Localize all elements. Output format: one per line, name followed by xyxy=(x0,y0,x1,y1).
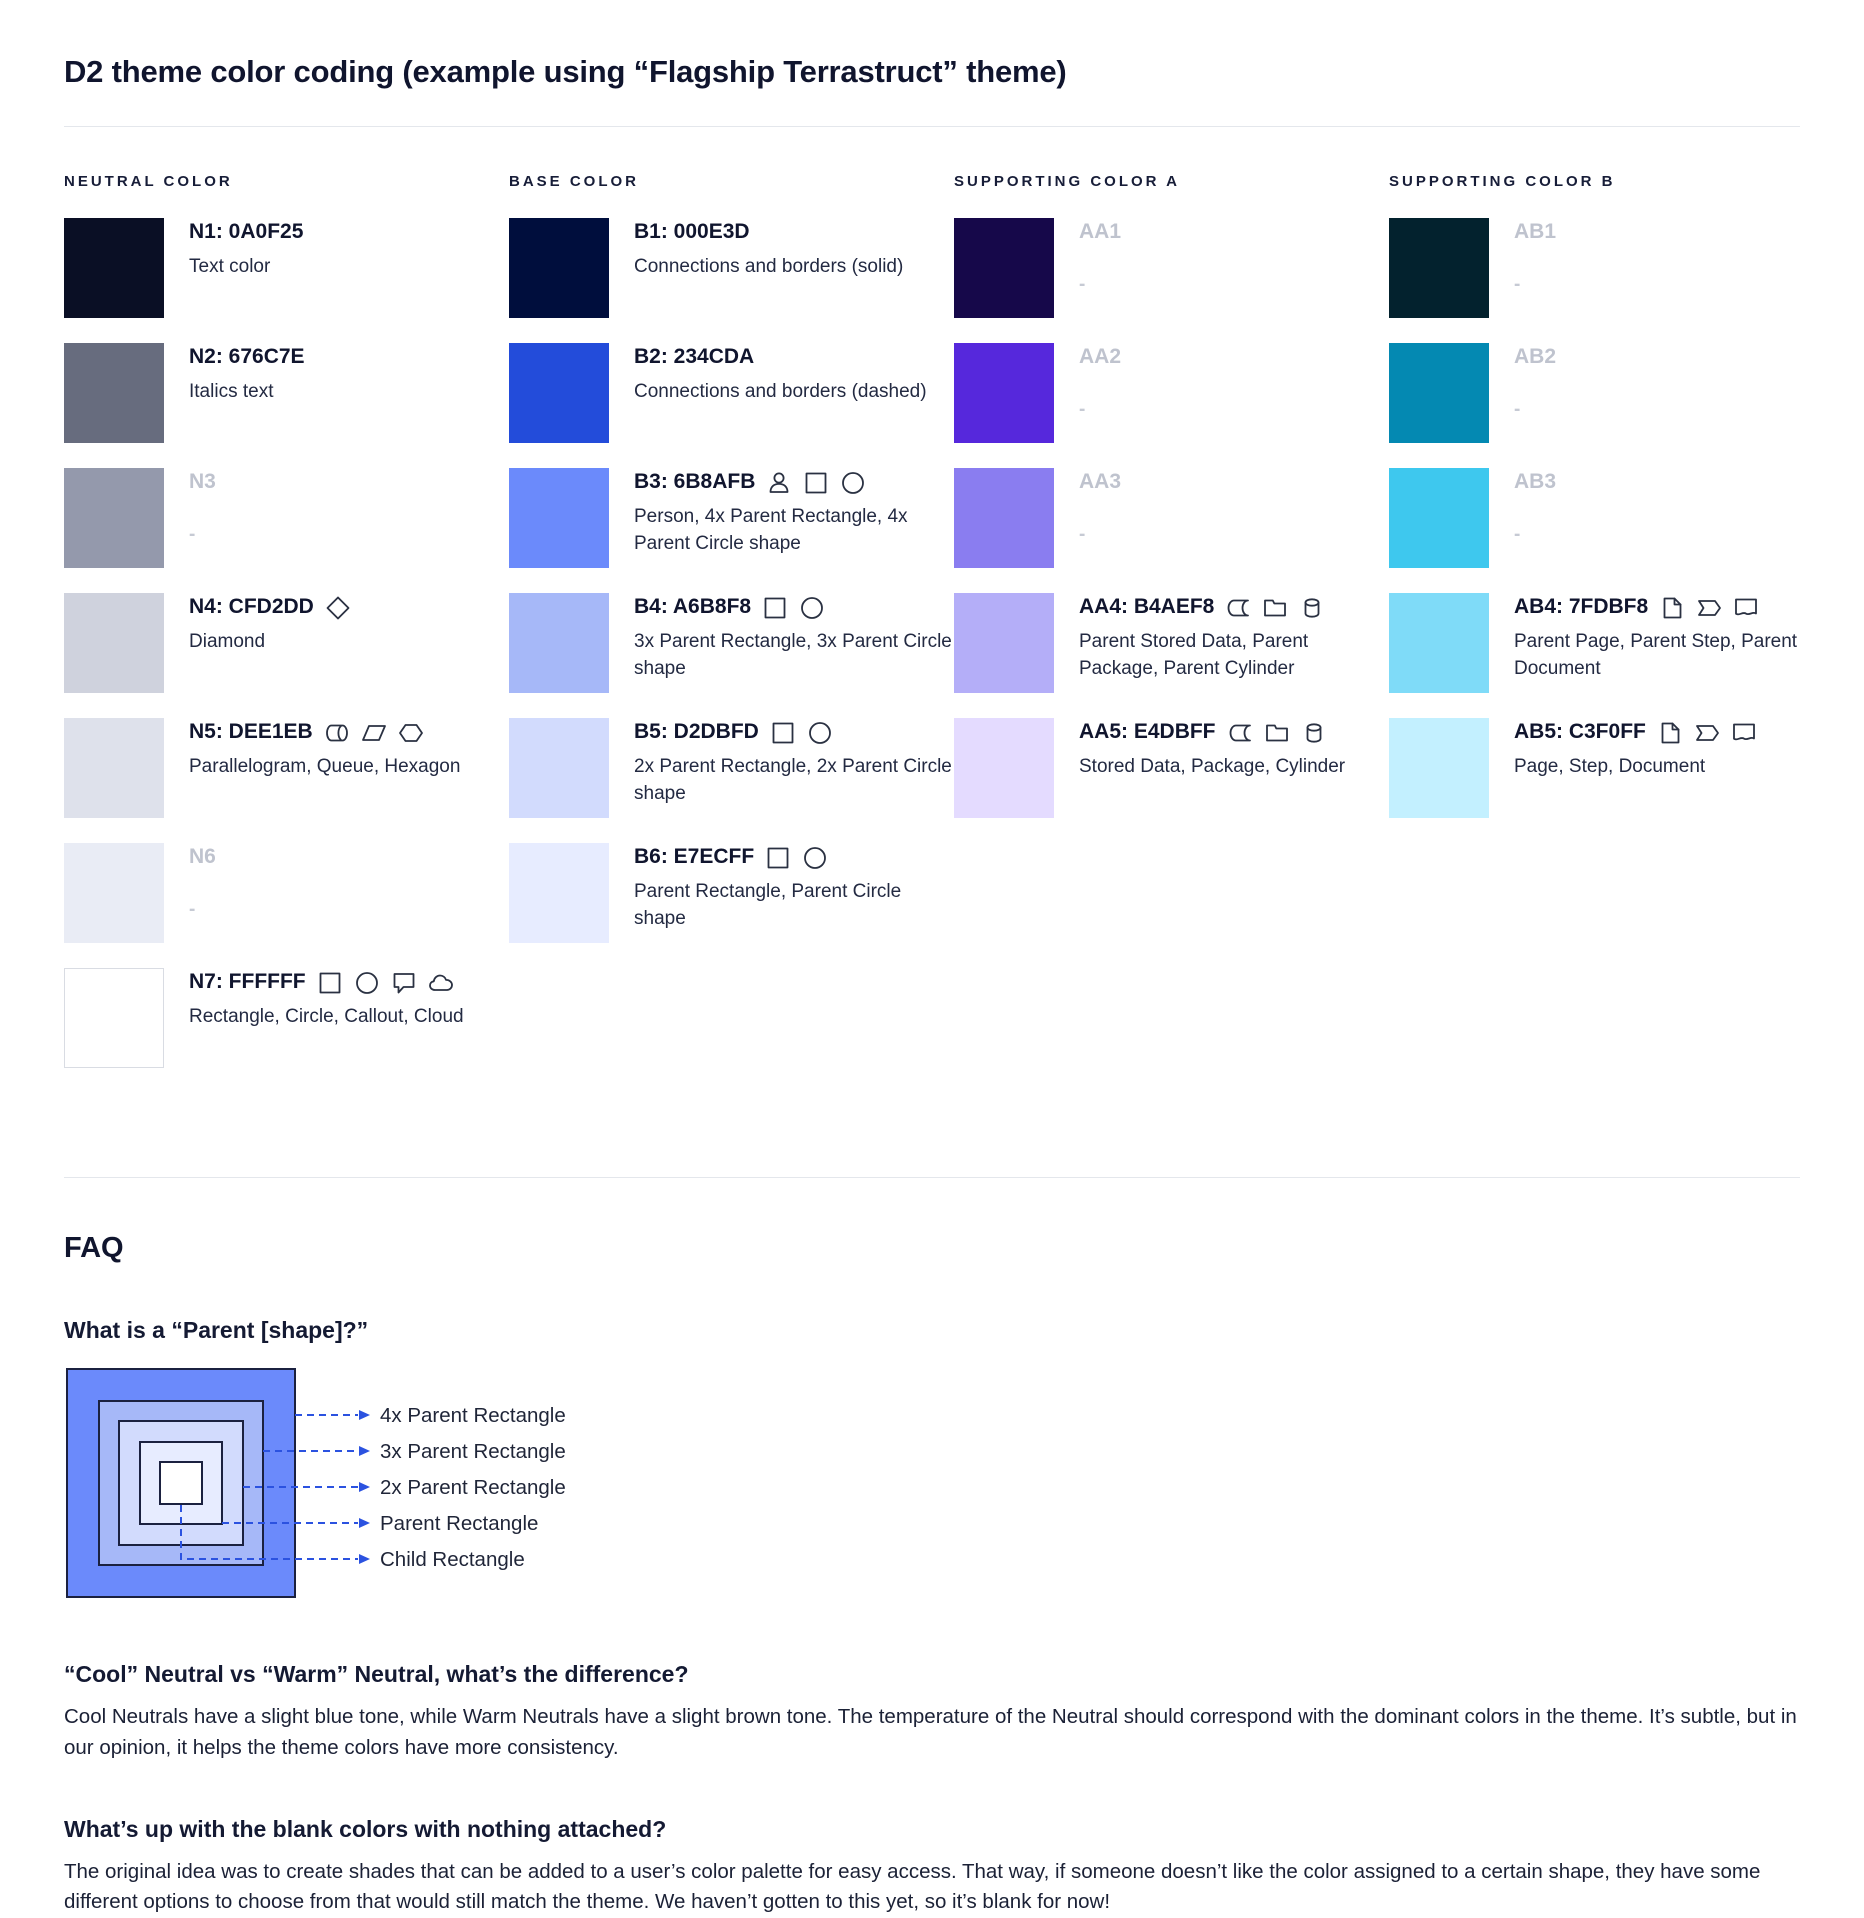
parent-shape-diagram xyxy=(64,1366,1800,1609)
swatch-desc: Parent Stored Data, Parent Package, Parent Cylinder xyxy=(1079,629,1389,683)
swatch-label: N4: CFD2DD xyxy=(189,594,314,620)
palette-grid xyxy=(64,173,1800,1093)
swatch-label: N2: 676C7E xyxy=(189,344,305,370)
swatch-label: AA2 xyxy=(1079,344,1121,370)
swatch-row xyxy=(64,218,509,318)
swatch-label-line xyxy=(634,719,952,745)
swatch-label: B2: 234CDA xyxy=(634,344,754,370)
swatch-row xyxy=(1389,343,1800,443)
color-swatch xyxy=(954,593,1054,693)
swatch-label-line xyxy=(1514,719,1757,745)
swatch-label: B1: 000E3D xyxy=(634,219,750,245)
swatch-desc: Page, Step, Document xyxy=(1514,754,1757,781)
color-swatch xyxy=(509,343,609,443)
arrowhead-icon xyxy=(359,1446,370,1456)
swatch-info xyxy=(189,468,216,568)
color-swatch xyxy=(1389,468,1489,568)
color-swatch xyxy=(1389,218,1489,318)
swatch-label-line xyxy=(189,219,303,245)
swatch-desc: - xyxy=(189,897,216,924)
color-swatch xyxy=(64,718,164,818)
swatch-row xyxy=(64,343,509,443)
faq-question-parent-shape: What is a “Parent [shape]?” xyxy=(64,1317,1800,1344)
swatch-info xyxy=(1514,468,1556,568)
swatch-label: N3 xyxy=(189,469,216,495)
swatch-label: N1: 0A0F25 xyxy=(189,219,303,245)
swatch-info xyxy=(634,718,952,818)
diamond-icon xyxy=(325,595,351,621)
swatch-label: AA1 xyxy=(1079,219,1121,245)
diagram-label: Child Rectangle xyxy=(380,1548,525,1571)
swatch-label-line xyxy=(1079,469,1121,495)
swatch-label-line xyxy=(189,719,460,745)
swatch-label: AB2 xyxy=(1514,344,1556,370)
column-header: SUPPORTING COLOR A xyxy=(954,173,1389,190)
diagram-label: 4x Parent Rectangle xyxy=(380,1404,566,1427)
document-icon xyxy=(1731,720,1757,746)
palette-column-1 xyxy=(64,173,509,1093)
swatch-info xyxy=(634,593,952,693)
column-header: NEUTRAL COLOR xyxy=(64,173,509,190)
stored-data-icon xyxy=(1225,595,1251,621)
swatch-label: AA5: E4DBFF xyxy=(1079,719,1216,745)
swatch-info xyxy=(634,468,952,568)
step-icon xyxy=(1694,720,1720,746)
swatch-desc: Connections and borders (solid) xyxy=(634,254,903,281)
swatch-label-line xyxy=(1514,469,1556,495)
swatch-desc: - xyxy=(1514,397,1556,424)
swatch-info xyxy=(634,218,903,318)
swatch-desc: 3x Parent Rectangle, 3x Parent Circle shape xyxy=(634,629,952,683)
swatch-label: N6 xyxy=(189,844,216,870)
swatch-desc: Text color xyxy=(189,254,303,281)
color-swatch xyxy=(64,593,164,693)
swatch-info xyxy=(634,343,927,443)
swatch-desc: - xyxy=(1079,272,1121,299)
swatch-info xyxy=(1079,218,1121,318)
color-swatch xyxy=(509,468,609,568)
palette-column-2 xyxy=(509,173,954,968)
swatch-label-line xyxy=(1079,219,1121,245)
swatch-desc: Diamond xyxy=(189,629,351,656)
page-icon xyxy=(1657,720,1683,746)
person-icon xyxy=(766,470,792,496)
swatch-label-line xyxy=(189,594,351,620)
rectangle-icon xyxy=(803,470,829,496)
swatch-label-line xyxy=(634,219,903,245)
swatch-info xyxy=(1514,218,1556,318)
swatch-desc: - xyxy=(189,522,216,549)
color-swatch xyxy=(64,468,164,568)
callout-icon xyxy=(391,970,417,996)
cylinder-icon xyxy=(1301,720,1327,746)
swatch-info xyxy=(189,343,305,443)
swatch-row xyxy=(1389,718,1800,818)
column-header: SUPPORTING COLOR B xyxy=(1389,173,1800,190)
swatch-info xyxy=(189,718,460,818)
package-icon xyxy=(1264,720,1290,746)
swatch-label-line xyxy=(1079,594,1389,620)
swatch-desc: Parent Page, Parent Step, Parent Document xyxy=(1514,629,1800,683)
swatch-row xyxy=(1389,468,1800,568)
swatch-label-line xyxy=(634,844,952,870)
divider xyxy=(64,126,1800,127)
swatch-info xyxy=(189,968,464,1068)
swatch-info xyxy=(189,843,216,943)
swatch-label-line xyxy=(1514,594,1800,620)
swatch-label-line xyxy=(1079,719,1345,745)
swatch-label: AB3 xyxy=(1514,469,1556,495)
color-swatch xyxy=(64,843,164,943)
swatch-info xyxy=(189,593,351,693)
swatch-row xyxy=(954,343,1389,443)
swatch-label: B5: D2DBFD xyxy=(634,719,759,745)
color-swatch xyxy=(1389,593,1489,693)
swatch-info xyxy=(1514,343,1556,443)
page-title: D2 theme color coding (example using “Flagship Terrastruct” theme) xyxy=(64,54,1800,90)
circle-icon xyxy=(802,845,828,871)
cloud-icon xyxy=(428,970,454,996)
swatch-label: AA3 xyxy=(1079,469,1121,495)
swatch-label-line xyxy=(1079,344,1121,370)
swatch-label-line xyxy=(189,969,464,995)
swatch-info xyxy=(1514,593,1800,693)
swatch-label: B3: 6B8AFB xyxy=(634,469,755,495)
swatch-info xyxy=(189,218,303,318)
arrowhead-icon xyxy=(359,1410,370,1420)
color-swatch xyxy=(509,843,609,943)
swatch-desc: Parallelogram, Queue, Hexagon xyxy=(189,754,460,781)
swatch-row xyxy=(509,343,954,443)
rectangle-icon xyxy=(317,970,343,996)
swatch-desc: Person, 4x Parent Rectangle, 4x Parent Circle shape xyxy=(634,504,952,558)
swatch-label: AB4: 7FDBF8 xyxy=(1514,594,1648,620)
swatch-row xyxy=(64,468,509,568)
child-rectangle-shape xyxy=(160,1462,202,1504)
swatch-desc: - xyxy=(1079,397,1121,424)
swatch-row xyxy=(64,843,509,943)
circle-icon xyxy=(354,970,380,996)
swatch-desc: Rectangle, Circle, Callout, Cloud xyxy=(189,1004,464,1031)
swatch-row xyxy=(64,968,509,1068)
swatch-label-line xyxy=(189,469,216,495)
rectangle-icon xyxy=(762,595,788,621)
swatch-desc: Parent Rectangle, Parent Circle shape xyxy=(634,879,952,933)
arrowhead-icon xyxy=(359,1554,370,1564)
document-icon xyxy=(1733,595,1759,621)
swatch-info xyxy=(1079,718,1345,818)
circle-icon xyxy=(807,720,833,746)
swatch-info xyxy=(1079,343,1121,443)
swatch-label: N5: DEE1EB xyxy=(189,719,313,745)
swatch-label: N7: FFFFFF xyxy=(189,969,306,995)
faq-answer-blank-colors: The original idea was to create shades that can be added to a user’s color palette for easy access. That way, if someone doesn’t like the color assigned to a certain shape, they have some different options to choose from that would still match the theme. We haven’t gotten to this yet, so it’s blank for now! xyxy=(64,1857,1800,1918)
swatch-row xyxy=(509,843,954,943)
swatch-label-line xyxy=(1514,344,1556,370)
divider xyxy=(64,1177,1800,1178)
swatch-row xyxy=(954,593,1389,693)
rectangle-icon xyxy=(765,845,791,871)
step-icon xyxy=(1696,595,1722,621)
color-swatch xyxy=(954,468,1054,568)
swatch-row xyxy=(954,218,1389,318)
swatch-row xyxy=(954,718,1389,818)
swatch-row xyxy=(64,718,509,818)
swatch-label-line xyxy=(634,469,952,495)
queue-icon xyxy=(324,720,350,746)
swatch-label: B6: E7ECFF xyxy=(634,844,754,870)
swatch-label-line xyxy=(634,344,927,370)
color-swatch xyxy=(1389,718,1489,818)
swatch-info xyxy=(1079,593,1389,693)
swatch-label: B4: A6B8F8 xyxy=(634,594,751,620)
circle-icon xyxy=(799,595,825,621)
color-swatch xyxy=(509,593,609,693)
swatch-row xyxy=(1389,218,1800,318)
swatch-info xyxy=(1079,468,1121,568)
color-swatch xyxy=(1389,343,1489,443)
swatch-label-line xyxy=(189,344,305,370)
circle-icon xyxy=(840,470,866,496)
swatch-row xyxy=(954,468,1389,568)
swatch-desc: Stored Data, Package, Cylinder xyxy=(1079,754,1345,781)
nested-rectangles-figure xyxy=(64,1366,604,1604)
faq-question-cool-vs-warm: “Cool” Neutral vs “Warm” Neutral, what’s the difference? xyxy=(64,1661,1800,1688)
hexagon-icon xyxy=(398,720,424,746)
parallelogram-icon xyxy=(361,720,387,746)
palette-column-4 xyxy=(1389,173,1800,843)
color-swatch xyxy=(509,218,609,318)
swatch-desc: Italics text xyxy=(189,379,305,406)
swatch-desc: - xyxy=(1514,272,1556,299)
cylinder-icon xyxy=(1299,595,1325,621)
rectangle-icon xyxy=(770,720,796,746)
swatch-row xyxy=(1389,593,1800,693)
swatch-row xyxy=(509,218,954,318)
arrowhead-icon xyxy=(359,1482,370,1492)
diagram-label: 3x Parent Rectangle xyxy=(380,1440,566,1463)
color-swatch xyxy=(954,718,1054,818)
diagram-label: Parent Rectangle xyxy=(380,1512,538,1535)
swatch-row xyxy=(509,593,954,693)
stored-data-icon xyxy=(1227,720,1253,746)
swatch-label: AB5: C3F0FF xyxy=(1514,719,1646,745)
arrowhead-icon xyxy=(359,1518,370,1528)
swatch-info xyxy=(1514,718,1757,818)
faq-question-blank-colors: What’s up with the blank colors with nothing attached? xyxy=(64,1816,1800,1843)
color-swatch xyxy=(954,218,1054,318)
swatch-desc: 2x Parent Rectangle, 2x Parent Circle shape xyxy=(634,754,952,808)
color-swatch xyxy=(954,343,1054,443)
color-swatch xyxy=(64,343,164,443)
package-icon xyxy=(1262,595,1288,621)
color-swatch xyxy=(64,968,164,1068)
swatch-label: AB1 xyxy=(1514,219,1556,245)
faq-answer-cool-vs-warm: Cool Neutrals have a slight blue tone, while Warm Neutrals have a slight brown tone. The temperature of the Neutral should correspond with the dominant colors in the theme. It’s subtle, but in our opinion, it helps the theme colors have more consistency. xyxy=(64,1702,1800,1764)
swatch-row xyxy=(509,468,954,568)
swatch-label-line xyxy=(189,844,216,870)
swatch-desc: - xyxy=(1079,522,1121,549)
column-header: BASE COLOR xyxy=(509,173,954,190)
swatch-row xyxy=(509,718,954,818)
faq-heading: FAQ xyxy=(64,1232,1800,1265)
swatch-label-line xyxy=(1514,219,1556,245)
page-icon xyxy=(1659,595,1685,621)
swatch-info xyxy=(634,843,952,943)
palette-column-3 xyxy=(954,173,1389,843)
swatch-desc: - xyxy=(1514,522,1556,549)
diagram-label: 2x Parent Rectangle xyxy=(380,1476,566,1499)
color-swatch xyxy=(64,218,164,318)
swatch-row xyxy=(64,593,509,693)
swatch-label-line xyxy=(634,594,952,620)
swatch-desc: Connections and borders (dashed) xyxy=(634,379,927,406)
swatch-label: AA4: B4AEF8 xyxy=(1079,594,1214,620)
color-swatch xyxy=(509,718,609,818)
